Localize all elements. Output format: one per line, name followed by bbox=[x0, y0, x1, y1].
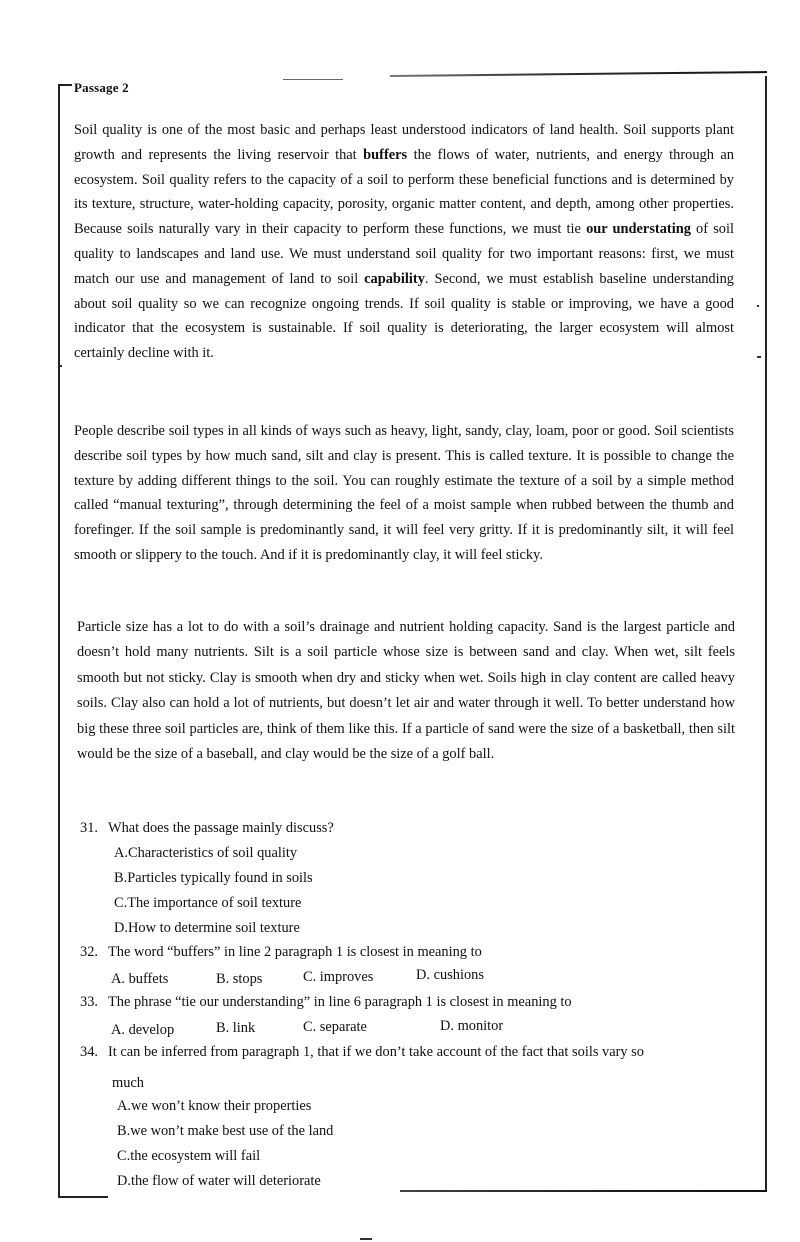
paragraph-text: Soil quality is one of the most basic and perhaps least understood indicators of land health. Soil supports plant growth and represents the living reservoir that bbox=[74, 122, 734, 163]
frame-border-right bbox=[765, 76, 767, 1192]
question-number: 32. bbox=[80, 944, 98, 960]
question-33-option-b[interactable]: B. link bbox=[216, 1020, 256, 1036]
frame-border-top-left bbox=[58, 84, 72, 86]
question-32-option-a[interactable]: A. buffets bbox=[111, 971, 169, 987]
question-32 bbox=[80, 944, 482, 961]
question-34-stem-continued: much bbox=[112, 1075, 144, 1091]
paragraph-text: Particle size has a lot to do with a soil’s drainage and nutrient holding capacity. Sand is the largest particle and doesn’t hold many nutrients. Silt is a soil particle whose size is between sand and clay. When wet, silt feels smooth but not sticky. Clay is smooth when dry and sticky when wet. Soils high in clay content are called heavy soils. Clay also can hold a lot of nutrients, but doesn’t let air and water through it well. To better understand how big these three soil particles are, think of them like this. If a particle of sand were the size of a basketball, then silt would be the size of a baseball, and clay would be the size of a golf ball. bbox=[77, 619, 735, 763]
passage-paragraph-3 bbox=[77, 615, 735, 767]
scan-speck bbox=[60, 365, 62, 367]
paragraph-text: . Second, we must establish baseline understanding about soil quality so we can recognize ongoing trends. If soil quality is stable or improving, we have a good indicator that the ecosystem is sustainable. If soil quality is deteriorating, the larger ecosystem will almost certainly decline with it. bbox=[74, 270, 734, 362]
question-stem: The phrase “tie our understanding” in line 6 paragraph 1 is closest in meaning to bbox=[108, 994, 572, 1010]
question-stem: What does the passage mainly discuss? bbox=[108, 820, 334, 836]
scan-speck bbox=[757, 356, 761, 358]
question-34-option-b[interactable]: B.we won’t make best use of the land bbox=[117, 1123, 334, 1139]
question-32-option-d[interactable]: D. cushions bbox=[416, 967, 484, 983]
question-34-option-d[interactable]: D.the flow of water will deteriorate bbox=[117, 1173, 321, 1189]
question-31 bbox=[80, 820, 334, 837]
question-32-option-b[interactable]: B. stops bbox=[216, 971, 263, 987]
question-stem: It can be inferred from paragraph 1, that if we don’t take account of the fact that soils vary so bbox=[108, 1044, 644, 1060]
emphasized-term: capability bbox=[364, 270, 425, 287]
question-number: 31. bbox=[80, 820, 98, 836]
passage-title: Passage 2 bbox=[74, 80, 129, 95]
passage-paragraph-1 bbox=[74, 118, 734, 366]
frame-border-left bbox=[58, 85, 60, 1197]
question-33 bbox=[80, 994, 572, 1011]
paragraph-text: People describe soil types in all kinds of ways such as heavy, light, sandy, clay, loam, poor or good. Soil scientists describe soil types by how much sand, silt and clay is present. This is called texture. It is possible to change the texture by adding different things to the soil. You can roughly estimate the texture of a soil by a simple method called “manual texturing”, through determining the feel of a moist sample when rubbed between the thumb and forefinger. If the soil sample is predominantly sand, it will feel very gritty. If it is predominantly silt, it will feel smooth or slippery to the touch. And if it is predominantly clay, it will feel sticky. bbox=[74, 423, 734, 563]
frame-border-top-right bbox=[390, 71, 767, 77]
question-34-option-a[interactable]: A.we won’t know their properties bbox=[117, 1098, 312, 1114]
frame-border-top-dash bbox=[283, 79, 343, 80]
paragraph-text: of soil quality to landscapes and land use. We must understand soil quality for two important reasons: first, we must match our use and management of land to soil bbox=[74, 221, 734, 287]
question-31-option-a[interactable]: A.Characteristics of soil quality bbox=[114, 845, 298, 861]
question-33-option-c[interactable]: C. separate bbox=[303, 1019, 367, 1035]
question-31-option-b[interactable]: B.Particles typically found in soils bbox=[114, 870, 313, 886]
question-number: 33. bbox=[80, 994, 98, 1010]
question-31-option-d[interactable]: D.How to determine soil texture bbox=[114, 920, 300, 936]
passage-paragraph-2 bbox=[74, 419, 734, 568]
emphasized-term: our understating bbox=[586, 221, 691, 238]
scan-speck bbox=[757, 305, 759, 307]
frame-border-bottom-left bbox=[58, 1196, 108, 1198]
question-31-option-c[interactable]: C.The importance of soil texture bbox=[114, 895, 302, 911]
question-32-option-c[interactable]: C. improves bbox=[303, 969, 374, 985]
emphasized-term: buffers bbox=[363, 146, 408, 163]
question-34 bbox=[80, 1044, 644, 1061]
question-number: 34. bbox=[80, 1044, 98, 1060]
paragraph-text: the flows of water, nutrients, and energy through an ecosystem. Soil quality refers to the capacity of a soil to perform these beneficial functions and is determined by its texture, structure, water-holding capacity, porosity, organic matter content, and depth, among other properties. Because soils naturally vary in their capacity to perform these functions, we must tie bbox=[74, 146, 734, 238]
frame-border-bottom-right bbox=[400, 1190, 767, 1192]
question-33-option-a[interactable]: A. develop bbox=[111, 1022, 175, 1038]
page-mark bbox=[360, 1238, 372, 1240]
question-34-option-c[interactable]: C.the ecosystem will fail bbox=[117, 1148, 261, 1164]
question-stem: The word “buffers” in line 2 paragraph 1 is closest in meaning to bbox=[108, 944, 482, 960]
question-33-option-d[interactable]: D. monitor bbox=[440, 1018, 504, 1034]
